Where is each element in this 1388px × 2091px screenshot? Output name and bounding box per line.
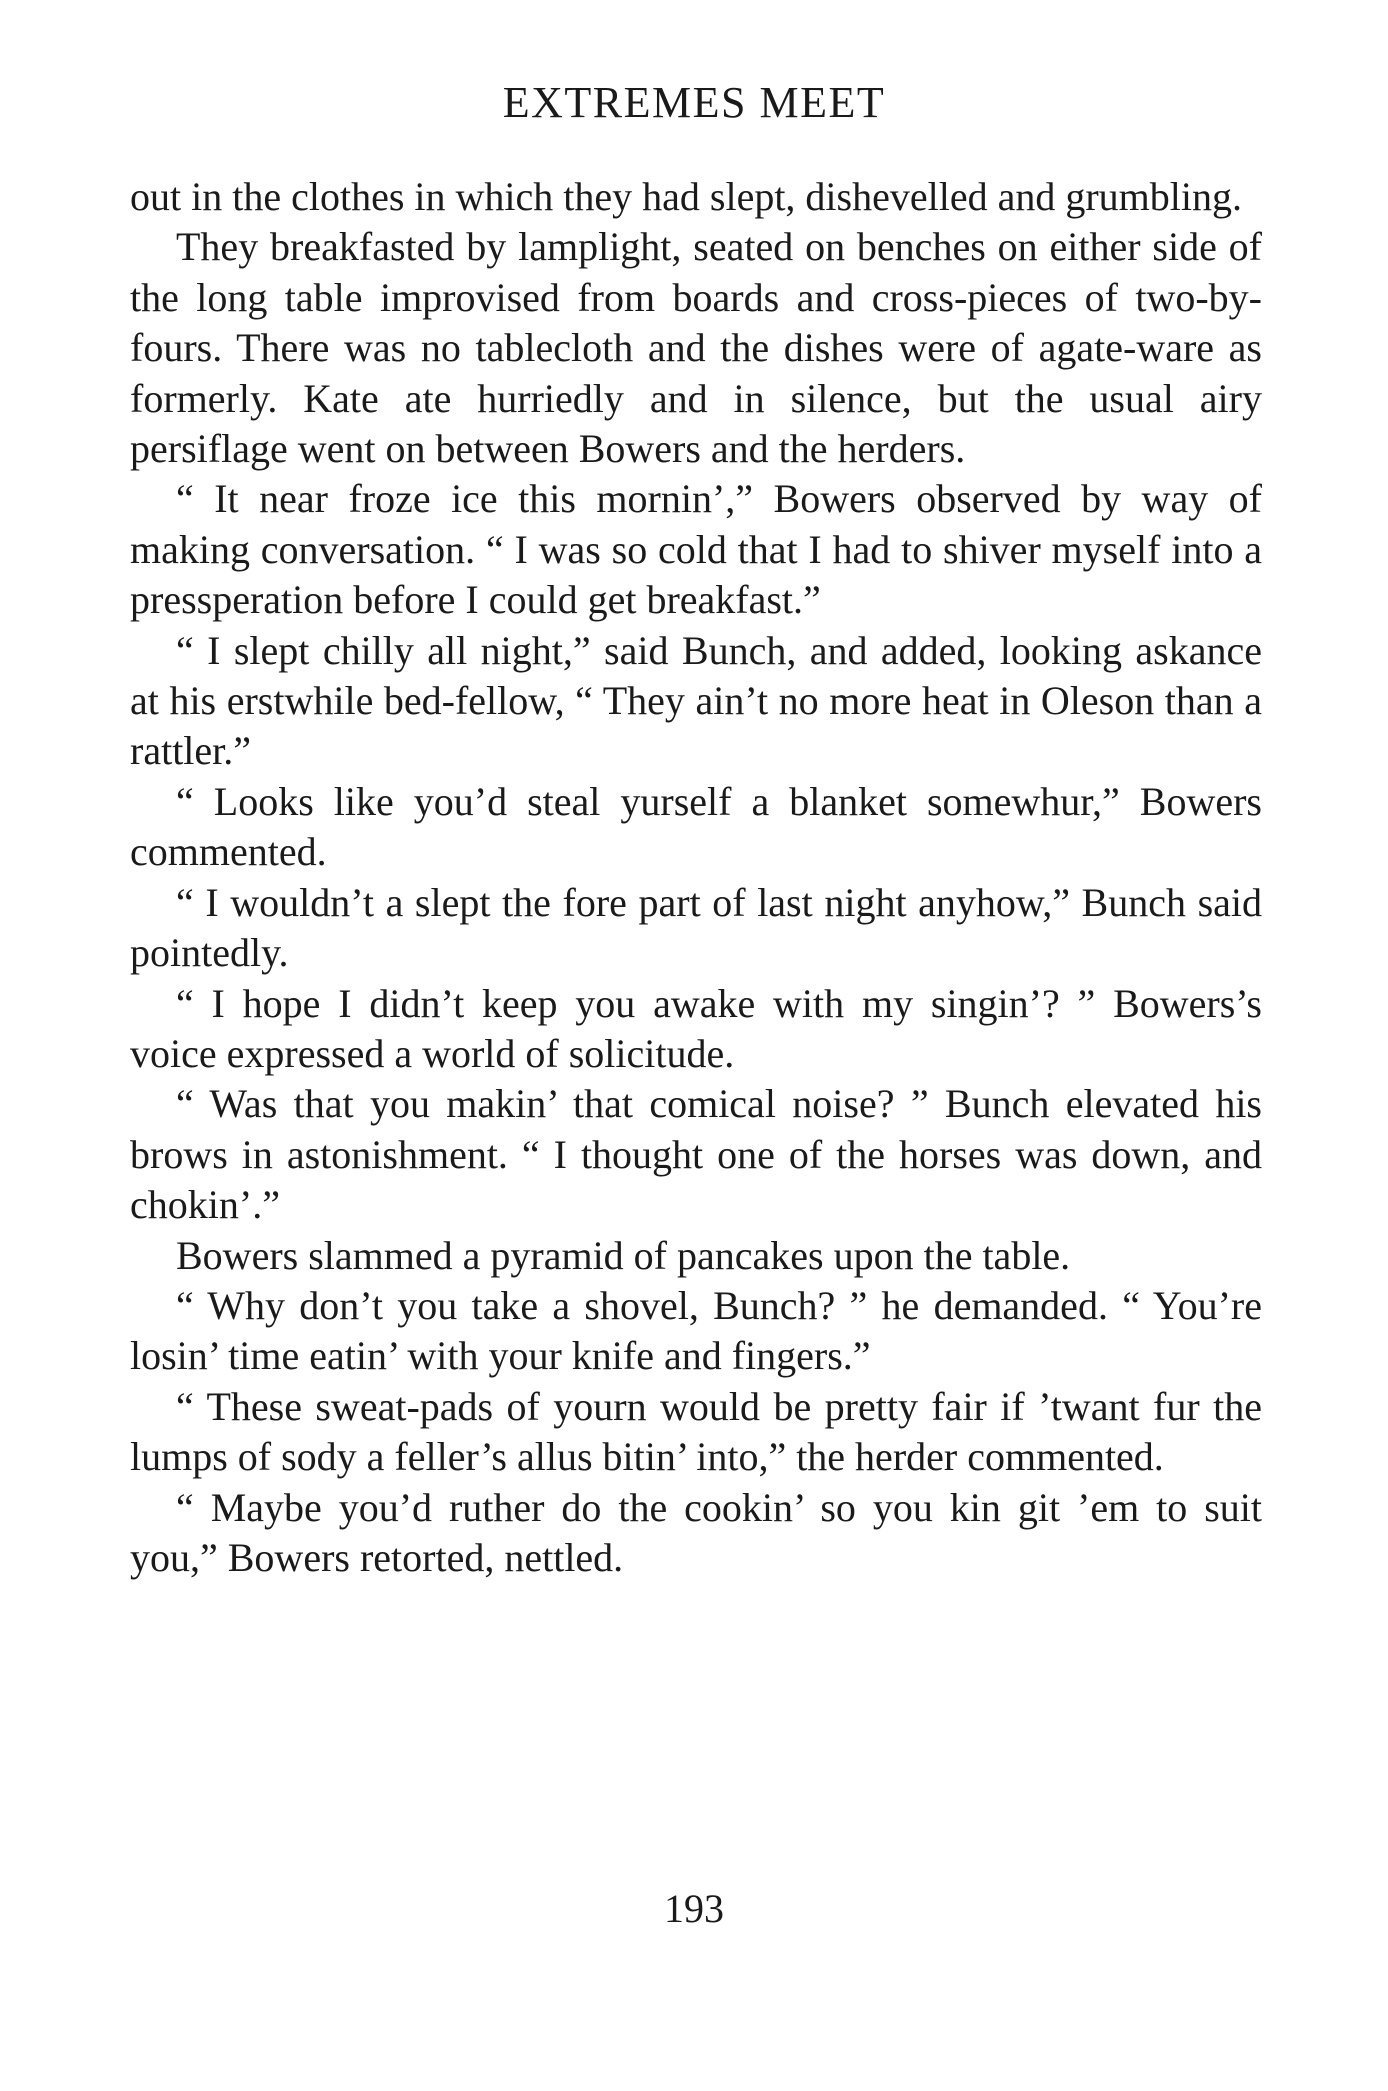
body-text: [130, 172, 1262, 1583]
page-number: 193: [664, 1886, 724, 1931]
paragraph: “ I wouldn’t a slept the fore part of last night anyhow,” Bunch said pointedly.: [130, 879, 1262, 976]
paragraph: “ It near froze ice this mornin’,” Bowers observed by way of making conversation. “ I was so cold that I had to shiver myself into a pressperation before I could get breakfast.”: [130, 476, 1262, 623]
paragraph: They breakfasted by lamplight, seated on benches on either side of the long table improvised from boards and cross-pieces of two-by-fours. There was no tablecloth and the dishes were of agate-ware as formerly. Kate ate hurriedly and in silence, but the usual airy persiflage went on between Bowers and the herders.: [130, 224, 1262, 472]
paragraph: Bowers slammed a pyramid of pancakes upon the table.: [176, 1232, 1071, 1278]
paragraph: “ I slept chilly all night,” said Bunch, and added, looking askance at his erstwhile bed-fellow, “ They ain’t no more heat in Oleson than a rattler.”: [130, 627, 1262, 774]
paragraph: “ I hope I didn’t keep you awake with my singin’? ” Bowers’s voice expressed a world of solicitude.: [130, 980, 1262, 1076]
running-head: EXTREMES MEET: [502, 78, 886, 127]
paragraph: “ Why don’t you take a shovel, Bunch? ” he demanded. “ You’re losin’ time eatin’ with your knife and fingers.”: [130, 1282, 1262, 1379]
paragraph: “ Maybe you’d ruther do the cookin’ so you kin git ’em to suit you,” Bowers retorted, nettled.: [130, 1484, 1262, 1580]
paragraph: “ Looks like you’d steal yurself a blanket somewhur,” Bowers commented.: [130, 778, 1262, 875]
paragraph: “ These sweat-pads of yourn would be pretty fair if ’twant fur the lumps of sody a feller’s allus bitin’ into,” the herder commented.: [130, 1383, 1262, 1480]
paragraph: out in the clothes in which they had slept, dishevelled and grumbling.: [130, 174, 1243, 219]
paragraph: “ Was that you makin’ that comical noise? ” Bunch elevated his brows in astonishment. “ I thought one of the horses was down, and chokin’.”: [130, 1081, 1262, 1228]
